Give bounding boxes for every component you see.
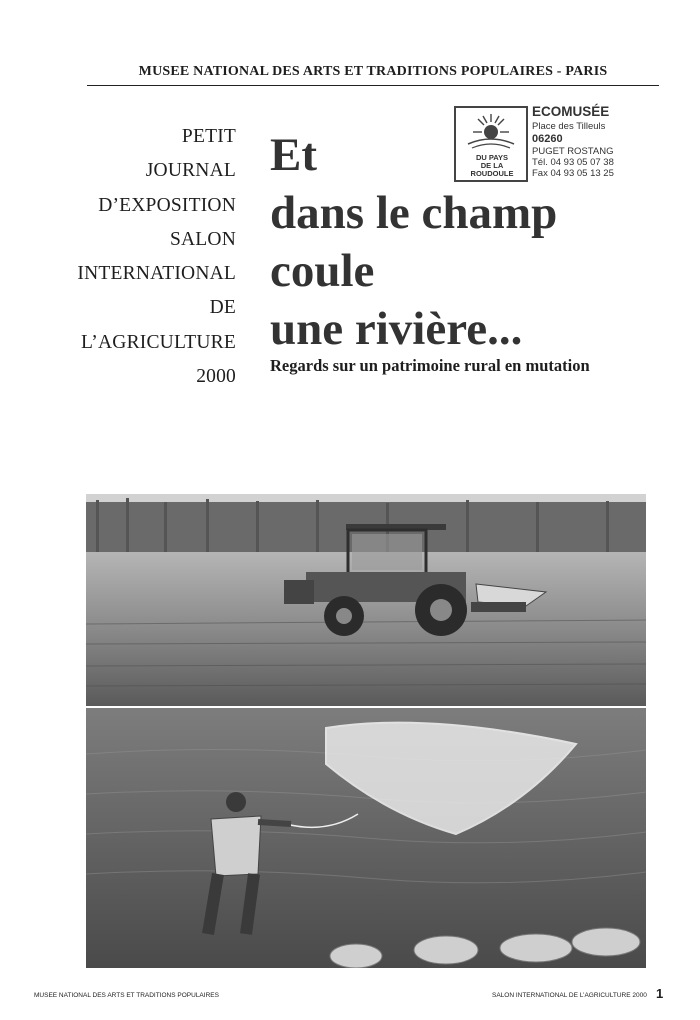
header-divider (87, 85, 659, 86)
exhibition-info-line: PETIT (181, 126, 236, 147)
footer-museum: MUSEE NATIONAL DES ARTS ET TRADITIONS POPULAIRES (34, 992, 219, 999)
stamp-phone: Tél. 04 93 05 07 38 (532, 157, 614, 168)
stamp-logo (454, 106, 528, 182)
title-line: une rivière... (270, 303, 523, 355)
sun-emblem-icon (456, 108, 526, 156)
exhibition-info-line: L’AGRICULTURE (80, 331, 236, 353)
exhibition-info-line: D’EXPOSITION (98, 194, 236, 216)
ecomusee-stamp (452, 104, 628, 180)
subtitle: Regards sur un patrimoine rural en mutation (270, 356, 590, 375)
footer-salon: SALON INTERNATIONAL DE L’AGRICULTURE 2000 (492, 992, 647, 999)
exhibition-info-line: JOURNAL (145, 160, 236, 182)
stamp-address-line: Place des Tilleuls (532, 121, 606, 132)
exhibition-info-line: SALON (169, 228, 236, 250)
stamp-fax: Fax 04 93 05 13 25 (532, 168, 614, 179)
stamp-logo-text (460, 154, 524, 178)
page-number: 1 (656, 986, 664, 1001)
museum-header: MUSEE NATIONAL DES ARTS ET TRADITIONS POPULAIRES - PARIS (138, 64, 608, 79)
stamp-title: ECOMUSÉE (532, 104, 610, 119)
exhibition-info-line: INTERNATIONAL (77, 263, 236, 285)
exhibition-info-line: DE (209, 297, 236, 319)
exhibition-info-line: 2000 (196, 366, 236, 388)
stamp-town: PUGET ROSTANG (532, 146, 614, 157)
title-line: dans le champ (270, 187, 558, 239)
stamp-postcode: 06260 (532, 133, 563, 145)
cover-photo-image (86, 494, 646, 968)
stamp-logo-line: DE LA ROUDOULE (470, 161, 514, 178)
exhibition-info (30, 120, 236, 394)
stamp-logo-line: DU PAYS (475, 153, 509, 162)
cover-photo (86, 494, 646, 968)
title-line: coule (270, 245, 375, 297)
title-line: Et (270, 129, 317, 181)
